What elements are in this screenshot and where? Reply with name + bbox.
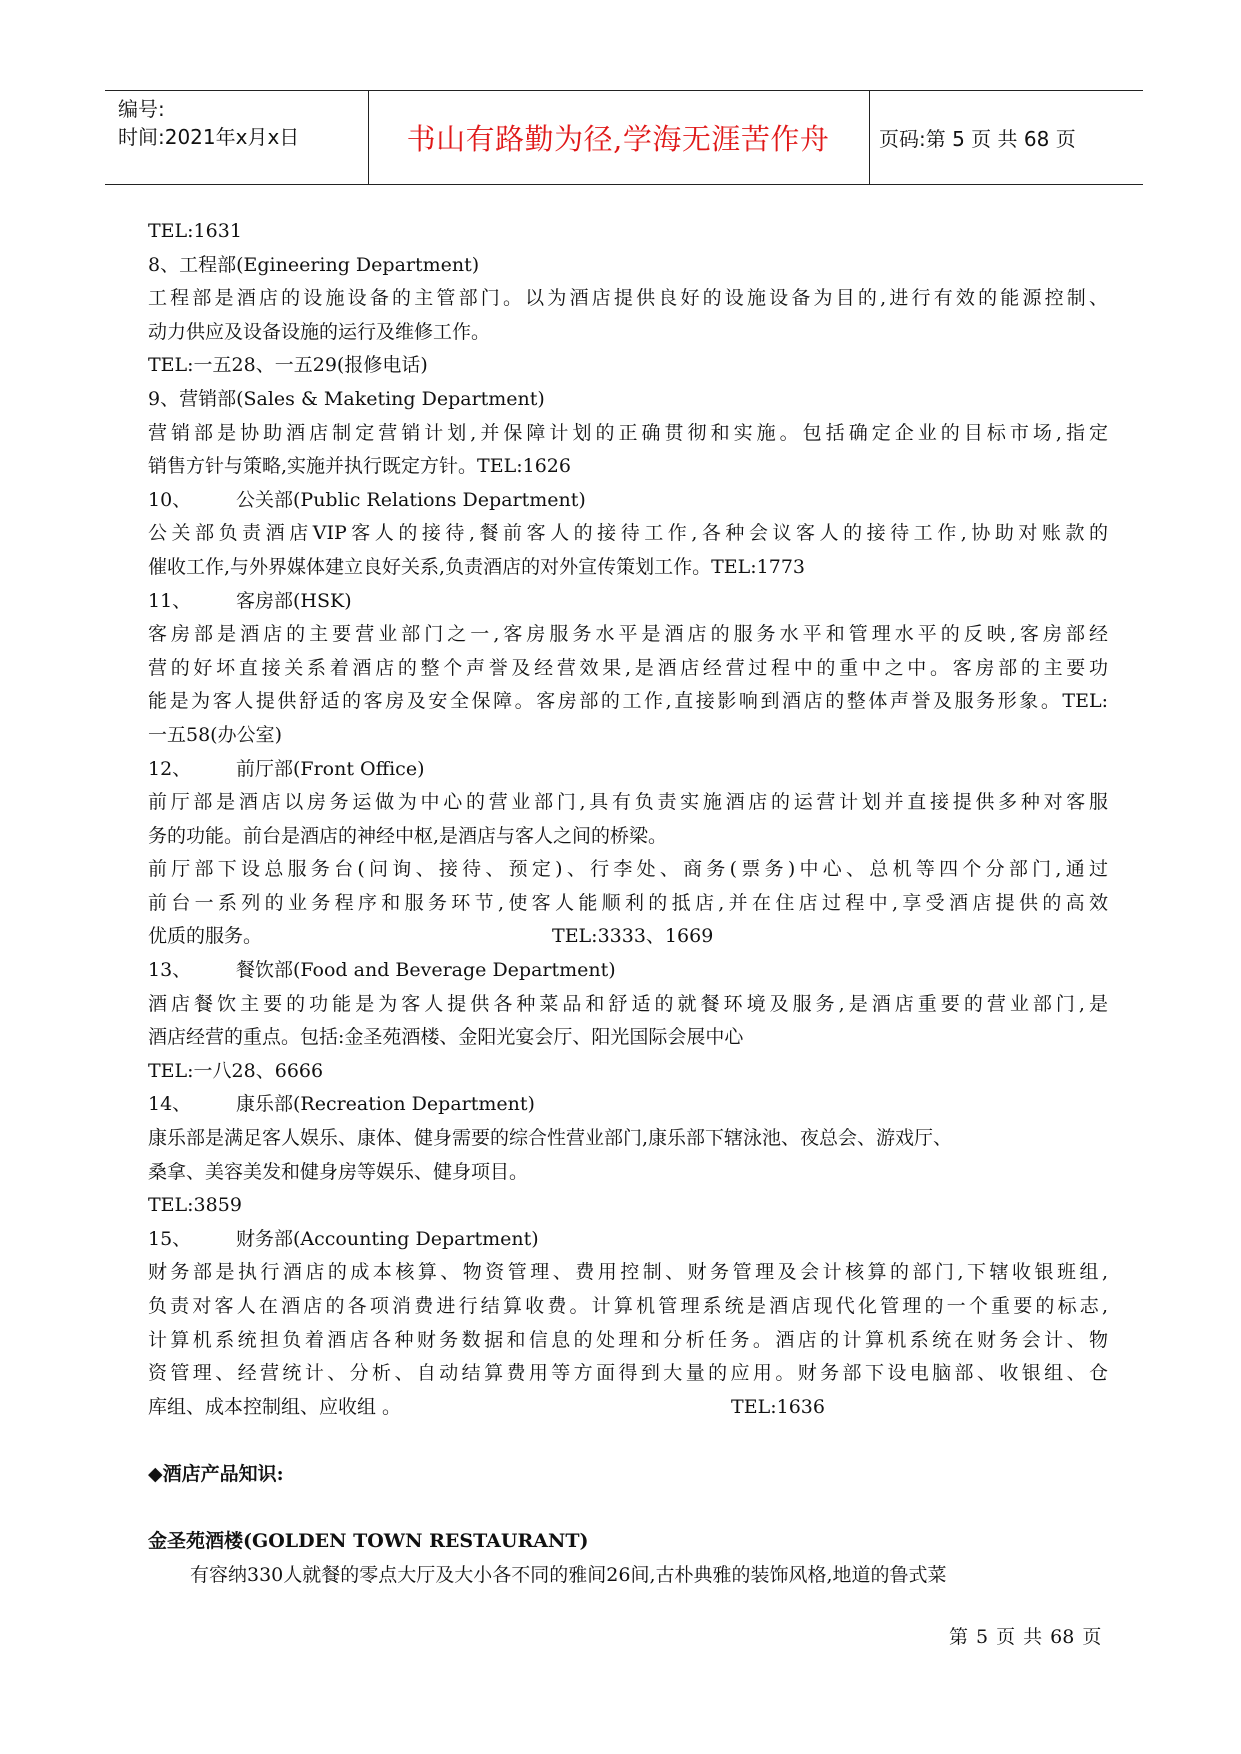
text-line: TEL:一八28、6666 (148, 1059, 324, 1082)
section-number: 10、 (148, 488, 192, 511)
section-heading-accounting (148, 1223, 1108, 1257)
footer-text: 第 (949, 1626, 969, 1648)
section-title: 餐饮部(Food and Beverage Department) (236, 959, 616, 982)
text-line (148, 1391, 1108, 1425)
text-line: 酒店经营的重点。包括:金圣苑酒楼、金阳光宴会厅、阳光国际会展中心 (148, 1026, 744, 1049)
phone-number: TEL:1636 (731, 1395, 825, 1418)
text-line: 有容纳330人就餐的零点大厅及大小各不同的雅间26间,古朴典雅的装饰风格,地道的鲁式菜 (190, 1563, 947, 1586)
text-line: 酒店餐饮主要的功能是为客人提供各种菜品和舒适的就餐环境及服务,是酒店重要的营业部门,是 (148, 992, 1108, 1015)
text-line: 康乐部是满足客人娱乐、康体、健身需要的综合性营业部门,康乐部下辖泳池、夜总会、游戏厅、 (148, 1127, 953, 1150)
text-line: 前厅部下设总服务台(问询、接待、预定)、行李处、商务(票务)中心、总机等四个分部门,通过 (148, 858, 1108, 881)
header-divider-left (368, 91, 369, 184)
section-heading-sales: 9、营销部(Sales & Maketing Department) (148, 387, 545, 410)
text-line: 务的功能。前台是酒店的神经中枢,是酒店与客人之间的桥梁。 (148, 824, 668, 847)
section-heading-front-office (148, 753, 1108, 787)
header-meta (118, 95, 299, 151)
text-line: 计算机系统担负着酒店各种财务数据和信息的处理和分析任务。酒店的计算机系统在财务会计、物 (148, 1328, 1108, 1351)
text-line: 能是为客人提供舒适的客房及安全保障。客房部的工作,直接影响到酒店的整体声誉及服务形象。TEL: (148, 690, 1108, 713)
footer-page-number: 5 (976, 1626, 989, 1648)
text-line: 动力供应及设备设施的运行及维修工作。 (148, 320, 491, 343)
footer-text: 页 (996, 1626, 1016, 1648)
section-heading-pr (148, 484, 1108, 518)
section-title: 财务部(Accounting Department) (236, 1227, 539, 1250)
section-number: 14、 (148, 1093, 192, 1116)
text-line: 催收工作,与外界媒体建立良好关系,负责酒店的对外宣传策划工作。TEL:1773 (148, 555, 805, 578)
text-line: 销售方针与策略,实施并执行既定方针。TEL:1626 (148, 455, 571, 478)
text-line: 营销部是协助酒店制定营销计划,并保障计划的正确贯彻和实施。包括确定企业的目标市场,指定 (148, 421, 1108, 444)
section-title: 前厅部(Front Office) (236, 757, 425, 780)
text-line: 负责对客人在酒店的各项消费进行结算收费。计算机管理系统是酒店现代化管理的一个重要的标志, (148, 1295, 1108, 1317)
text-line (148, 920, 1108, 954)
text-line: 工程部是酒店的设施设备的主管部门。以为酒店提供良好的设施设备为目的,进行有效的能源控制、 (148, 287, 1108, 310)
document-code-label: 编号: (118, 97, 165, 121)
text-line: TEL:1631 (148, 220, 242, 242)
footer-text: 页 (1082, 1626, 1102, 1648)
text-line: 一五58(办公室) (148, 723, 283, 746)
header-divider-right (869, 91, 870, 184)
text-line: 前台一系列的业务程序和服务环节,使客人能顺利的抵店,并在住店过程中,享受酒店提供的高效 (148, 891, 1108, 914)
footer-total-pages: 68 (1050, 1626, 1075, 1648)
section-title-product-knowledge: ◆酒店产品知识: (148, 1462, 284, 1485)
text-line: 桑拿、美容美发和健身房等娱乐、健身项目。 (148, 1160, 529, 1183)
phone-number: TEL:3333、1669 (552, 925, 714, 948)
text-segment: 库组、成本控制组、应收组 。 (148, 1395, 402, 1418)
page-header (105, 90, 1143, 185)
section-number: 12、 (148, 757, 192, 780)
text-line: 资管理、经营统计、分析、自动结算费用等方面得到大量的应用。财务部下设电脑部、收银组、仓 (148, 1362, 1108, 1385)
page-footer (945, 1622, 1105, 1649)
text-line: 客房部是酒店的主要营业部门之一,客房服务水平是酒店的服务水平和管理水平的反映,客房部经 (148, 623, 1108, 646)
section-heading-recreation (148, 1088, 1108, 1122)
text-segment: 优质的服务。 (148, 925, 263, 948)
header-motto: 书山有路勤为径,学海无涯苦作舟 (406, 122, 830, 156)
section-heading-hsk (148, 585, 1108, 619)
section-title: 康乐部(Recreation Department) (236, 1093, 535, 1116)
text-line: 财务部是执行酒店的成本核算、物资管理、费用控制、财务管理及会计核算的部门,下辖收银班组, (148, 1261, 1108, 1284)
header-page-number: 页码:第 5 页 共 68 页 (879, 127, 1076, 151)
text-line: 营的好坏直接关系着酒店的整个声誉及经营效果,是酒店经营过程中的重中之中。客房部的主要功 (148, 656, 1108, 679)
section-heading-fnb (148, 954, 1108, 988)
text-line: 公关部负责酒店VIP客人的接待,餐前客人的接待工作,各种会议客人的接待工作,协助对账款的 (148, 522, 1108, 545)
text-line: TEL:一五28、一五29(报修电话) (148, 354, 428, 377)
section-number: 13、 (148, 959, 192, 982)
section-heading-engineering: 8、工程部(Egineering Department) (148, 253, 480, 276)
section-title: 公关部(Public Relations Department) (236, 488, 586, 511)
text-line: TEL:3859 (148, 1194, 242, 1217)
document-time-label: 时间:2021年x月x日 (118, 125, 300, 149)
footer-text: 共 (1023, 1626, 1043, 1648)
section-number: 11、 (148, 589, 192, 612)
text-line: 前厅部是酒店以房务运做为中心的营业部门,具有负责实施酒店的运营计划并直接提供多种对客服 (148, 791, 1108, 814)
restaurant-title: 金圣苑酒楼(GOLDEN TOWN RESTAURANT) (148, 1530, 589, 1553)
document-body (148, 215, 1108, 1592)
section-title: 客房部(HSK) (236, 589, 352, 612)
section-number: 15、 (148, 1227, 192, 1250)
